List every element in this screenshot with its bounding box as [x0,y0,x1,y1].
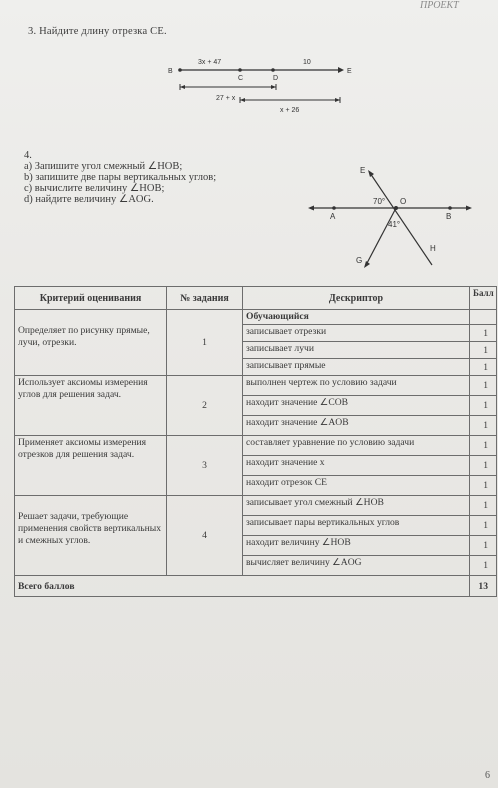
task4-line-a: a) Запишите угол смежный ∠HOB; [24,161,183,172]
task3-diagram [0,0,498,140]
criterion-2: Использует аксиомы измерения углов для решения задач. [15,376,167,436]
task4-number: 4. [24,150,32,161]
score-3-1: 1 [470,436,497,456]
task-no-1: 1 [167,310,243,376]
point-c-label: C [238,75,244,82]
descriptor-2-1: выполнен чертеж по условию задачи [243,376,470,396]
descriptor-3-2: находит значение x [243,456,470,476]
descriptor-1-1: записывает отрезки [243,325,470,342]
score-2-1: 1 [470,376,497,396]
criterion-4: Решает задачи, требующие применения свойств вертикальных и смежных углов. [15,496,167,576]
task-no-2: 2 [167,376,243,436]
descriptor-subheader: Обучающийся [243,310,470,325]
header-criterion: Критерий оценивания [15,287,167,310]
point-e-label: E [347,68,352,75]
score-3-2: 1 [470,456,497,476]
point-h-label: H [430,244,436,253]
task3-text: 3. Найдите длину отрезка CE. [28,26,167,37]
point-e4-label: E [360,166,366,175]
project-label: ПРОЕКТ [420,0,459,11]
page-number: 6 [485,770,490,781]
score-1-1: 1 [470,325,497,342]
header-descriptor: Дескриптор [243,287,470,310]
task-no-4: 4 [167,496,243,576]
score-1-3: 1 [470,359,497,376]
label-bd: 27 + x [216,95,236,102]
descriptor-1-3: записывает прямые [243,359,470,376]
descriptor-2-3: находит значение ∠AOB [243,416,470,436]
point-g-label: G [356,256,363,265]
label-bc: 3x + 47 [198,59,222,66]
point-a-label: A [330,212,336,221]
total-score: 13 [470,576,497,597]
point-o-label: O [400,197,407,206]
descriptor-3-1: составляет уравнение по условию задачи [243,436,470,456]
score-empty [470,310,497,325]
task4-diagram [300,155,490,275]
angle-top-label: 70° [373,197,386,206]
label-de: 10 [303,59,311,66]
label-ce: x + 26 [280,107,300,114]
header-score: Балл [470,287,497,310]
descriptor-4-4: вычисляет величину ∠AOG [243,556,470,576]
angle-bottom-label: 41° [388,220,401,229]
score-4-1: 1 [470,496,497,516]
task-no-3: 3 [167,436,243,496]
score-4-3: 1 [470,536,497,556]
criterion-3: Применяет аксиомы измерения отрезков для решения задач. [15,436,167,496]
score-3-3: 1 [470,476,497,496]
descriptor-4-3: находит величину ∠HOB [243,536,470,556]
point-d-label: D [273,75,279,82]
point-b4-label: B [446,212,452,221]
point-b-label: B [168,68,173,75]
criteria-table [14,286,497,597]
score-2-3: 1 [470,416,497,436]
score-1-2: 1 [470,342,497,359]
total-row [15,576,497,597]
score-4-2: 1 [470,516,497,536]
total-label: Всего баллов [15,576,470,597]
task4-line-b: b) запишите две пары вертикальных углов; [24,172,217,183]
descriptor-4-2: записывает пары вертикальных углов [243,516,470,536]
header-task-no: № задания [167,287,243,310]
arrow-e-icon [338,67,344,73]
table-header-row [15,287,497,310]
task4-block [24,150,216,205]
descriptor-2-2: находит значение ∠COB [243,396,470,416]
criterion-1: Определяет по рисунку прямые, лучи, отрезки. [15,310,167,376]
score-4-4: 1 [470,556,497,576]
descriptor-4-1: записывает угол смежный ∠HOB [243,496,470,516]
task4-line-d: d) найдите величину ∠AOG. [24,194,154,205]
descriptor-1-2: записывает лучи [243,342,470,359]
task4-line-c: c) вычислите величину ∠HOB; [24,183,165,194]
score-2-2: 1 [470,396,497,416]
descriptor-3-3: находит отрезок CE [243,476,470,496]
